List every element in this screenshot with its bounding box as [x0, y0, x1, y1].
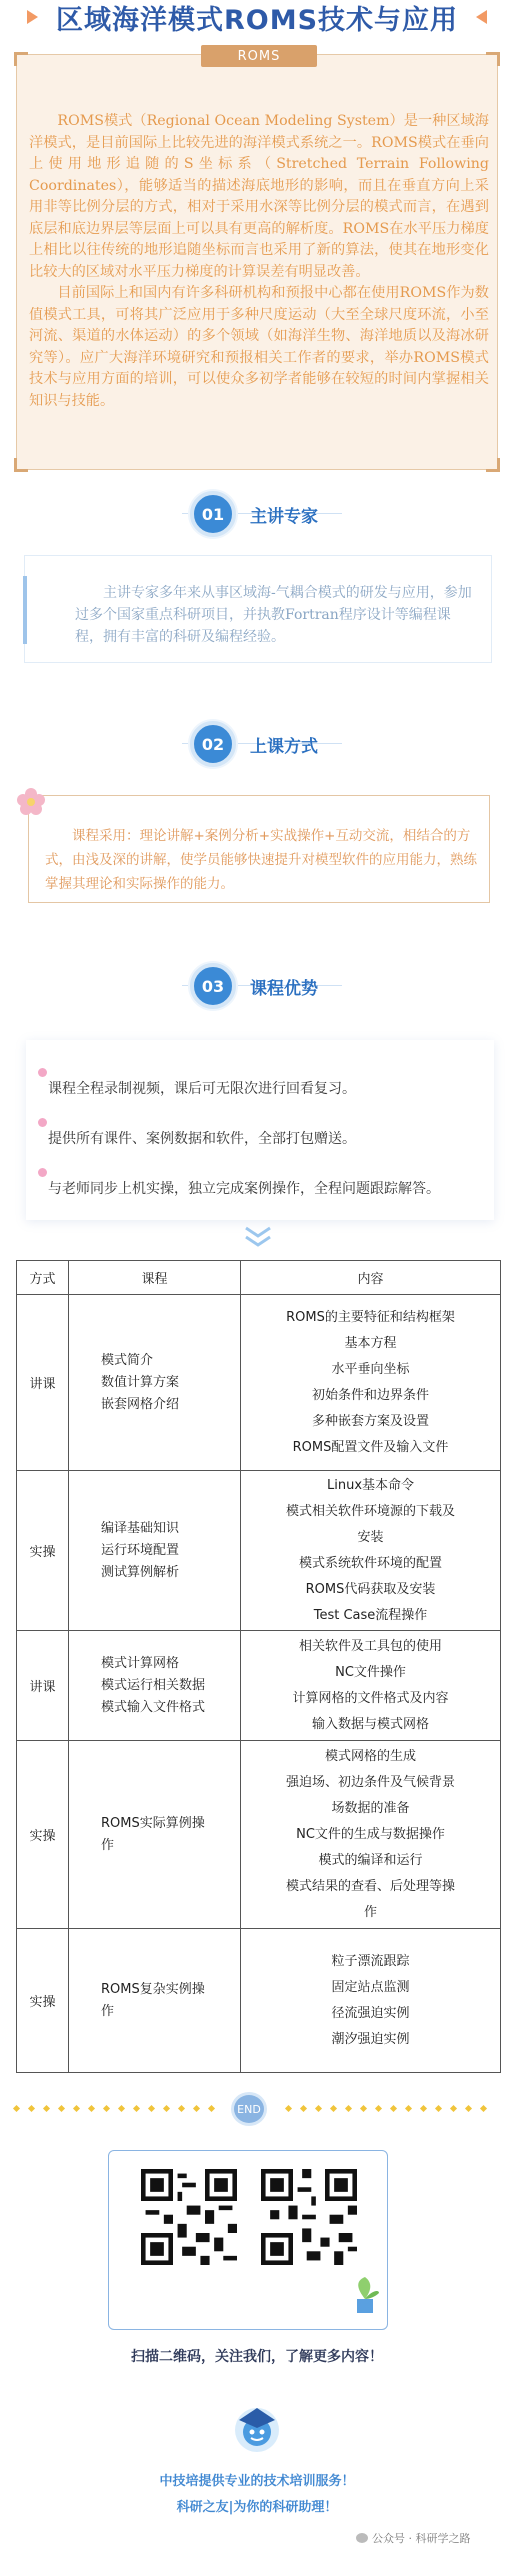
mode-cell: 讲课 [17, 1631, 69, 1741]
content-cell [241, 1741, 501, 1929]
method-text: 课程采用：理论讲解+案例分析+实战操作+互动交流，相结合的方式，由浅及深的讲解，使学员能够快速提升对模型软件的应用能力，熟练掌握其理论和实际操作的能力。 [45, 828, 477, 892]
content-item: ROMS配置文件及输入文件 [292, 1439, 449, 1455]
table-row [17, 1471, 501, 1631]
content-item: 输入数据与模式网格 [311, 1716, 429, 1732]
mascot-icon [227, 2398, 287, 2458]
table-header: 方式 [17, 1261, 69, 1295]
triangle-right-icon [476, 10, 487, 24]
section-label: 课程优势 [250, 978, 318, 999]
intro-text [29, 111, 489, 412]
bullet-icon [38, 1168, 47, 1177]
course-cell [69, 1471, 241, 1631]
course-item: ROMS复杂实例操 [101, 1981, 205, 1997]
content-item: 潮汐强迫实例 [331, 2031, 410, 2047]
chevron-down-icon [238, 1224, 278, 1250]
scan-qr-text: 扫描二维码，关注我们，了解更多内容！ [131, 2349, 383, 2365]
triangle-left-icon [27, 10, 38, 24]
course-cell [69, 1929, 241, 2073]
advantages-box [26, 1040, 494, 1220]
page-title: 区域海洋模式ROMS技术与应用 [55, 4, 459, 36]
content-item: NC文件的生成与数据操作 [296, 1826, 445, 1842]
plant-decoration-icon [347, 2275, 381, 2315]
wechat-icon [356, 2533, 368, 2543]
method-box [28, 795, 490, 903]
mode-cell: 实操 [17, 1471, 69, 1631]
course-item: 模式输入文件格式 [101, 1699, 206, 1715]
content-item: 强迫场、初边条件及气候背景 [285, 1774, 455, 1790]
end-badge: END [231, 2092, 267, 2126]
footer-line-1: 中技培提供专业的技术培训服务！ [159, 2474, 355, 2489]
bullet-icon [38, 1068, 47, 1077]
section-header-method [190, 718, 318, 770]
content-item: 模式的编译和运行 [318, 1852, 423, 1868]
content-item: Linux基本命令 [326, 1477, 415, 1493]
watermark [356, 2530, 471, 2546]
mode-cell: 实操 [17, 1929, 69, 2073]
course-cell [69, 1295, 241, 1471]
watermark-text: 公众号 · 科研学之路 [372, 2532, 471, 2545]
content-item: 模式网格的生成 [324, 1748, 416, 1764]
title-bar [0, 0, 514, 34]
content-item: 基本方程 [344, 1335, 397, 1351]
course-item: 模式运行相关数据 [101, 1677, 206, 1693]
section-label: 主讲专家 [250, 506, 318, 527]
bullet-icon [38, 1118, 47, 1127]
course-item: 编译基础知识 [101, 1520, 180, 1536]
content-item: 初始条件和边界条件 [311, 1387, 429, 1403]
roms-tag: ROMS [201, 45, 317, 67]
content-cell [241, 1929, 501, 2073]
table-row [17, 1631, 501, 1741]
content-item: NC文件操作 [335, 1664, 406, 1680]
content-item: Test Case流程操作 [313, 1607, 428, 1623]
table-header-row [17, 1261, 501, 1295]
qr-frame [108, 2150, 388, 2330]
content-item: 模式结果的查看、后处理等操 [285, 1878, 455, 1894]
section-label: 上课方式 [250, 736, 318, 757]
end-divider [0, 2092, 514, 2126]
course-item: 嵌套网格介绍 [101, 1396, 180, 1412]
course-item: 运行环境配置 [101, 1542, 180, 1558]
content-item: 安装 [357, 1529, 384, 1545]
advantage-item: 与老师同步上机实操，独立完成案例操作，全程问题跟踪解答。 [48, 1181, 440, 1197]
expert-text: 主讲专家多年来从事区域海-气耦合模式的研发与应用，参加过多个国家重点科研项目，并执教Fortran程序设计等编程课程，拥有丰富的科研及编程经验。 [75, 585, 472, 645]
content-item: 相关软件及工具包的使用 [298, 1638, 442, 1654]
flower-icon [15, 786, 47, 818]
content-item: 计算网格的文件格式及内容 [292, 1690, 449, 1706]
section-number: 02 [190, 721, 236, 767]
content-item: 场数据的准备 [331, 1800, 410, 1816]
content-cell [241, 1295, 501, 1471]
expert-box [24, 555, 492, 663]
qr-code-icon[interactable] [261, 2169, 357, 2265]
table-row [17, 1929, 501, 2073]
section-header-expert [190, 488, 318, 540]
content-item: 水平垂向坐标 [331, 1361, 410, 1377]
course-item: ROMS实际算例操 [101, 1815, 205, 1831]
content-cell [241, 1631, 501, 1741]
content-item: 模式系统软件环境的配置 [298, 1555, 442, 1571]
table-row [17, 1741, 501, 1929]
content-item: 径流强迫实例 [331, 2005, 410, 2021]
course-item: 数值计算方案 [101, 1374, 180, 1390]
course-item: 模式计算网格 [101, 1655, 180, 1671]
course-item: 测试算例解析 [101, 1564, 180, 1580]
table-row [17, 1295, 501, 1471]
table-header: 内容 [241, 1261, 501, 1295]
course-cell [69, 1631, 241, 1741]
advantage-item: 课程全程录制视频，课后可无限次进行回看复习。 [48, 1081, 356, 1097]
content-item: 多种嵌套方案及设置 [311, 1413, 429, 1429]
mode-cell: 讲课 [17, 1295, 69, 1471]
section-number: 03 [190, 963, 236, 1009]
qr-code-icon[interactable] [141, 2169, 237, 2265]
content-item: 模式相关软件环境源的下载及 [285, 1503, 455, 1519]
content-item: 粒子漂流跟踪 [331, 1953, 410, 1969]
intro-paragraph-2: 目前国际上和国内有许多科研机构和预报中心都在使用ROMS作为数值模式工具，可将其广泛应用于多种尺度运动（大至全球尺度环流，小至河流、渠道的水体运动）的多个领域（如海洋生物、海洋地质以及海冰研究等）。应广大海洋环境研究和预报相关工作者的要求，举办ROMS模式技术与应用方面的培训，可以使众多初学者能够在较短的时间内掌握相关知识与技能。 [29, 285, 489, 409]
footer-line-2: 科研之友|为你的科研助理！ [176, 2500, 338, 2515]
section-header-advantages [190, 960, 318, 1012]
intro-box [16, 48, 498, 470]
dots-right [286, 2106, 486, 2112]
intro-paragraph-1: ROMS模式（Regional Ocean Modeling System）是一种区域海洋模式，是目前国际上比较先进的海洋模式系统之一。ROMS模式在垂向上使用地形追随的S坐标系（Stretched Terrain Following Coordinates），能够适当的描述海底地形的影响，而且在垂直方向上采用非等比例分层的方式，相对于采用水深等比例分层的模式而言，在遇到底层和底边界层等层面上可以具有更高的解析度。ROMS在水平压力梯度上相比以往传统的地形追随坐标而言也采用了新的算法，使其在地形变化比较大的区域对水平压力梯度的计算误差有明显改善。 [29, 113, 489, 280]
dots-left [14, 2106, 214, 2112]
content-cell [241, 1471, 501, 1631]
course-cell [69, 1741, 241, 1929]
advantage-item: 提供所有课件、案例数据和软件，全部打包赠送。 [48, 1131, 356, 1147]
table-header: 课程 [69, 1261, 241, 1295]
content-item: ROMS的主要特征和结构框架 [286, 1309, 455, 1325]
course-item: 作 [101, 1837, 115, 1853]
course-item: 模式简介 [101, 1352, 154, 1368]
mode-cell: 实操 [17, 1741, 69, 1929]
course-table [16, 1260, 501, 2073]
course-item: 作 [101, 2003, 115, 2019]
content-item: 作 [363, 1904, 377, 1920]
content-item: ROMS代码获取及安装 [305, 1581, 436, 1597]
content-item: 固定站点监测 [331, 1979, 410, 1995]
section-number: 01 [190, 491, 236, 537]
